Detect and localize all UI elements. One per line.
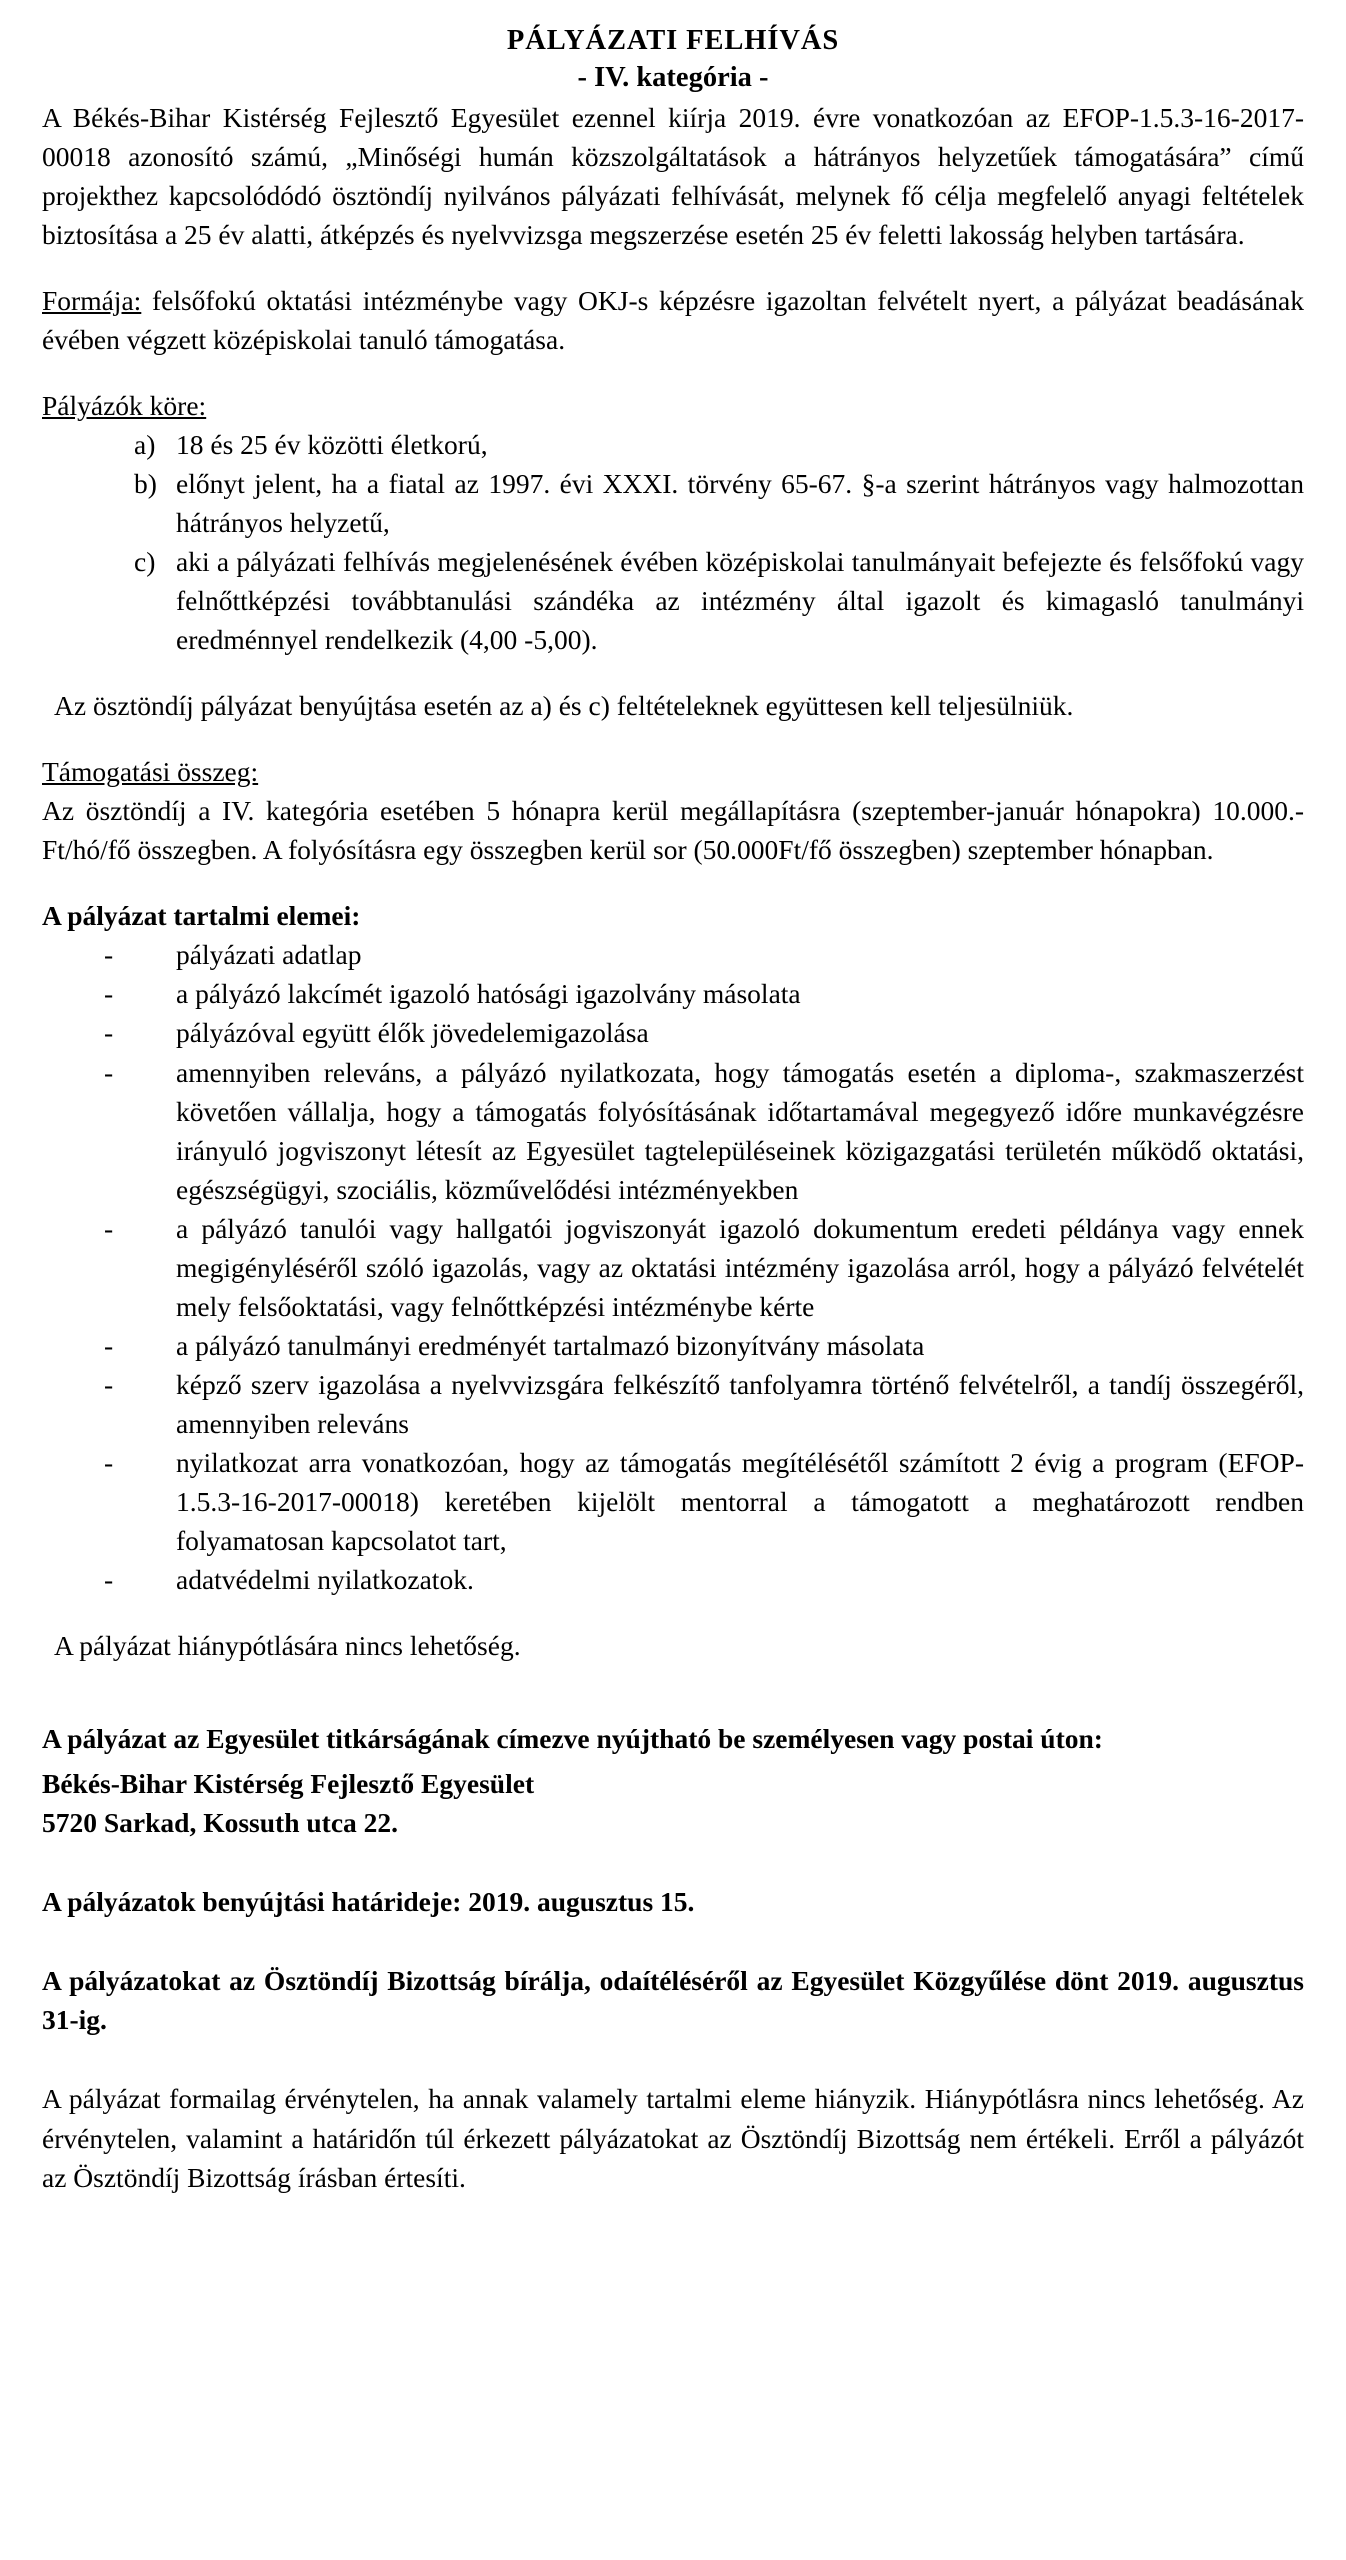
no-supplement-note: A pályázat hiánypótlására nincs lehetőség. — [54, 1630, 521, 1662]
title-block — [42, 22, 1304, 98]
applicants-note: Az ösztöndíj pályázat benyújtása esetén az a) és c) feltételeknek együttesen kell teljesülniük. — [54, 690, 1074, 722]
spacer — [42, 1921, 1304, 1961]
form-heading: Formája: — [42, 284, 142, 316]
form-text: felsőfokú oktatási intézménybe vagy OKJ-s képzésre igazoltan felvételt nyert, a pályázat beadásának évében végzett középiskolai tanuló támogatása. — [42, 284, 1304, 355]
dash-bullet-icon: - — [104, 1212, 114, 1244]
list-item — [42, 1209, 1304, 1326]
list-item — [42, 425, 1304, 464]
dash-bullet-icon: - — [104, 1368, 114, 1400]
list-marker: c) — [134, 545, 156, 577]
list-marker: b) — [134, 467, 157, 499]
decision-text: A pályázatokat az Ösztöndíj Bizottság bírálja, odaítéléséről az Egyesület Közgyűlése dönt 2019. augusztus 31-ig. — [42, 1965, 1304, 2036]
list-item-text: aki a pályázati felhívás megjelenésének évében középiskolai tanulmányait befejezte és felsőfokú vagy felnőttképzési továbbtanulási szándéka az intézmény által igazolt és kimagasló tanulmányi eredménnyel rendelkezik (4,00 -5,00). — [176, 545, 1304, 656]
applicants-heading — [42, 386, 1304, 425]
spacer — [42, 1665, 1304, 1705]
list-item-text: a pályázó tanulmányi eredményét tartalmazó bizonyítvány másolata — [176, 1329, 925, 1361]
spacer — [42, 1705, 1304, 1719]
list-item — [42, 464, 1304, 542]
list-item-text: amennyiben releváns, a pályázó nyilatkozata, hogy támogatás esetén a diploma-, szakmaszerzést követően vállalja, hogy a támogatás folyósításának időtartamával megegyező időre munkavégzésre irányuló jogviszonyt létesít az Egyesület tagtelepüléseinek közigazgatási területén működő oktatási, egészségügyi, szociális, közművelődési intézményekben — [176, 1056, 1304, 1205]
list-item-text: adatvédelmi nyilatkozatok. — [176, 1564, 474, 1596]
page-title: PÁLYÁZATI FELHÍVÁS — [506, 25, 840, 56]
organization-name: Békés-Bihar Kistérség Fejlesztő Egyesület — [42, 1768, 535, 1800]
list-item — [42, 1560, 1304, 1599]
deadline-text: A pályázatok benyújtási határideje: 2019. augusztus 15. — [42, 1886, 695, 1918]
list-item-text: előnyt jelent, ha a fiatal az 1997. évi XXXI. törvény 65-67. §-a szerint hátrányos vagy halmozottan hátrányos helyzetű, — [176, 467, 1304, 538]
list-item-text: képző szerv igazolása a nyelvvizsgára felkészítő tanfolyamra történő felvételről, a tandíj összegéről, amennyiben releváns — [176, 1368, 1304, 1439]
support-amount-heading — [42, 752, 1304, 791]
spacer — [42, 254, 1304, 281]
list-item — [42, 1053, 1304, 1209]
support-amount-text: Az ösztöndíj a IV. kategória esetében 5 hónapra kerül megállapításra (szeptember-január hónapokra) 10.000.-Ft/hó/fő összegben. A folyósításra egy összegben kerül sor (50.000Ft/fő összegben) szeptember hónapban. — [42, 795, 1304, 866]
list-item — [42, 974, 1304, 1013]
list-item-text: pályázóval együtt élők jövedelemigazolása — [176, 1017, 649, 1049]
list-item-text: 18 és 25 év közötti életkorú, — [176, 428, 488, 460]
spacer — [42, 2039, 1304, 2079]
list-item-text: pályázati adatlap — [176, 939, 362, 971]
list-item-text: a pályázó lakcímét igazoló hatósági igazolvány másolata — [176, 978, 801, 1010]
closing-text: A pályázat formailag érvénytelen, ha annak valamely tartalmi eleme hiányzik. Hiánypótlásra nincs lehetőség. Az érvénytelen, valamint a határidőn túl érkezett pályázatokat az Ösztöndíj Bizottság nem értékeli. Erről a pályázót az Ösztöndíj Bizottság írásban értesíti. — [42, 2083, 1304, 2193]
dash-bullet-icon: - — [104, 1446, 114, 1478]
applicants-heading-text: Pályázók köre: — [42, 389, 207, 421]
page-subtitle: - IV. kategória - — [577, 62, 769, 94]
list-item — [42, 542, 1304, 659]
spacer — [42, 725, 1304, 752]
list-item — [42, 1013, 1304, 1052]
intro-paragraph: A Békés-Bihar Kistérség Fejlesztő Egyesület ezennel kiírja 2019. évre vonatkozóan az EFOP-1.5.3-16-2017-00018 azonosító számú, „Minőségi humán közszolgáltatások a hátrányos helyzetűek támogatására” című projekthez kapcsolódódó ösztöndíj nyilvános pályázati felhívását, melynek fő célja megfelelő anyagi feltételek biztosítása a 25 év alatti, átképzés és nyelvvizsga megszerzése esetén 25 év feletti lakosság helyben tartására. — [42, 101, 1304, 250]
list-item — [42, 1365, 1304, 1443]
support-amount-heading-text: Támogatási összeg: — [42, 756, 259, 788]
dash-bullet-icon: - — [104, 1329, 114, 1361]
spacer — [42, 1599, 1304, 1626]
spacer — [42, 359, 1304, 386]
list-item — [42, 1443, 1304, 1560]
dash-bullet-icon: - — [104, 1056, 114, 1088]
content-elements-list — [42, 935, 1304, 1599]
dash-bullet-icon: - — [104, 1564, 114, 1596]
dash-bullet-icon: - — [104, 978, 114, 1010]
dash-bullet-icon: - — [104, 1017, 114, 1049]
list-item — [42, 1326, 1304, 1365]
organization-address: 5720 Sarkad, Kossuth utca 22. — [42, 1807, 399, 1839]
form-paragraph — [42, 281, 1304, 359]
list-item-text: nyilatkozat arra vonatkozóan, hogy az támogatás megítélésétől számított 2 évig a program (EFOP-1.5.3-16-2017-00018) keretében kijelölt mentorral a támogatott a meghatározott rendben folyamatosan kapcsolatot tart, — [176, 1446, 1304, 1557]
list-marker: a) — [134, 428, 156, 460]
spacer — [42, 1842, 1304, 1882]
spacer — [42, 659, 1304, 686]
list-item — [42, 935, 1304, 974]
dash-bullet-icon: - — [104, 939, 114, 971]
list-item-text: a pályázó tanulói vagy hallgatói jogviszonyát igazoló dokumentum eredeti példánya vagy ennek megigényléséről szóló igazolás, vagy az oktatási intézmény igazolása arról, hogy a pályázó felvételét mely felsőoktatási, vagy felnőttképzési intézménybe kérte — [176, 1212, 1304, 1322]
applicants-list — [42, 425, 1304, 659]
document-body — [42, 22, 1304, 2197]
spacer — [42, 869, 1304, 896]
content-elements-heading: A pályázat tartalmi elemei: — [42, 900, 361, 932]
submission-heading: A pályázat az Egyesület titkárságának címezve nyújtható be személyesen vagy postai úton: — [42, 1723, 1103, 1755]
